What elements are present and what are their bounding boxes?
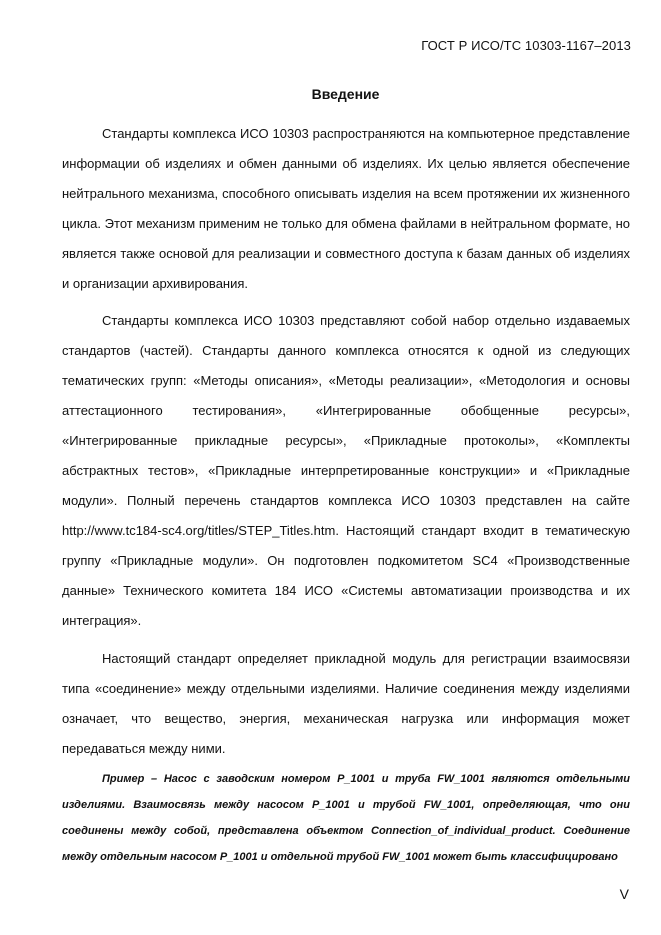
page-number: V (619, 886, 629, 902)
standard-header: ГОСТ Р ИСО/ТС 10303-1167–2013 (421, 38, 631, 53)
section-title: Введение (311, 86, 380, 102)
example-note: Пример – Насос с заводским номером P_1001 и труба FW_1001 являются отдельными изделиями. Взаимосвязь между насосом P_1001 и трубой FW_1001, определяющая, что они соединены между собой, представлена объектом Connection_of_individual_product. Соединение между отдельным насосом P_1001 и отдельной трубой FW_1001 может быть классифицировано (62, 773, 630, 863)
paragraph-1: Стандарты комплекса ИСО 10303 распространяются на компьютерное представление информации об изделиях и обмен данными об изделиях. Их целью является обеспечение нейтрального механизма, способного описывать изделия на всем протяжении их жизненного цикла. Этот механизм применим не только для обмена файлами в нейтральном формате, но является также основой для реализации и совместного доступа к базам данных об изделиях и организации архивирования. (62, 126, 630, 291)
paragraph-2: Стандарты комплекса ИСО 10303 представляют собой набор отдельно издаваемых стандартов (частей). Стандарты данного комплекса относятся к одной из следующих тематических групп: «Методы описания», «Методы реализации», «Методология и основы аттестационного тестирования», «Интегрированные обобщенные ресурсы», «Интегрированные прикладные ресурсы», «Прикладные протоколы», «Комплекты абстрактных тестов», «Прикладные интерпретированные конструкции» и «Прикладные модули». Полный перечень стандартов комплекса ИСО 10303 представлен на сайте http://www.tc184-sc4.org/titles/STEP_Titles.htm. Настоящий стандарт входит в тематическую группу «Прикладные модули». Он подготовлен подкомитетом SC4 «Производственные данные» Технического комитета 184 ИСО «Системы автоматизации производства и их интеграция». (62, 313, 630, 628)
paragraph-3: Настоящий стандарт определяет прикладной модуль для регистрации взаимосвязи типа «соединение» между отдельными изделиями. Наличие соединения между изделиями означает, что вещество, энергия, механическая нагрузка или информация может передаваться между ними. (62, 651, 630, 756)
